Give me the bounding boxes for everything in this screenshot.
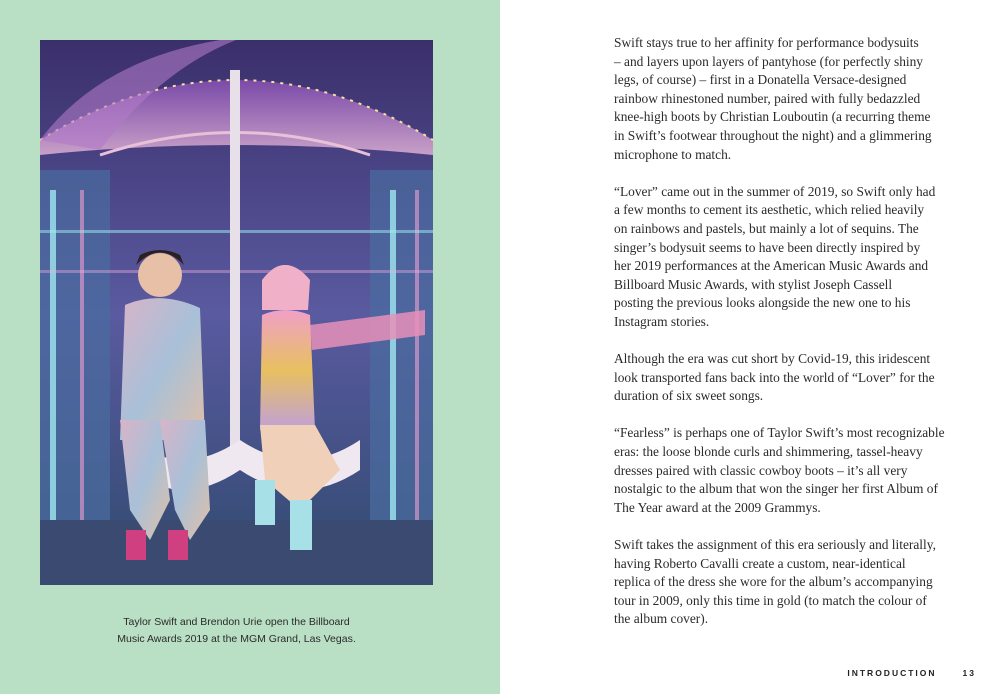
text-line: dresses paired with classic cowboy boots – it’s all very (614, 462, 908, 478)
caption-line: Music Awards 2019 at the MGM Grand, Las Vegas. (117, 633, 356, 645)
text-line: microphone to match. (614, 146, 732, 162)
text-line: eras: the loose blonde curls and shimmering, tassel-heavy (614, 444, 923, 460)
paragraph (614, 350, 954, 406)
text-line: having Roberto Cavalli create a custom, near-identical (614, 555, 906, 571)
concert-photo (40, 40, 433, 585)
text-line: in Swift’s footwear throughout the night) and a glimmering (614, 127, 932, 143)
text-line: Billboard Music Awards, with stylist Joseph Cassell (614, 276, 893, 292)
photo-caption (40, 614, 433, 648)
paragraph (614, 183, 954, 332)
text-line: knee-high boots by Christian Louboutin (a recurring theme (614, 109, 931, 125)
text-line: the album cover). (614, 611, 709, 627)
text-line: “Lover” came out in the summer of 2019, so Swift only had (614, 183, 936, 199)
body-text (614, 34, 954, 648)
text-line: “Fearless” is perhaps one of Taylor Swift’s most recognizable (614, 425, 945, 441)
text-line: duration of six sweet songs. (614, 388, 764, 404)
text-line: nostalgic to the album that won the singer her first Album of (614, 481, 938, 497)
text-line: The Year award at the 2009 Grammys. (614, 499, 821, 515)
section-title: INTRODUCTION (847, 668, 937, 678)
paragraph (614, 424, 954, 517)
paragraph (614, 536, 954, 629)
text-line: Swift takes the assignment of this era seriously and literally, (614, 537, 936, 553)
text-line: look transported fans back into the world of “Lover” for the (614, 369, 935, 385)
text-line: Although the era was cut short by Covid-19, this iridescent (614, 351, 931, 367)
text-line: singer’s bodysuit seems to have been directly inspired by (614, 239, 921, 255)
text-line: replica of the dress she wore for the album’s accompanying (614, 574, 933, 590)
concert-photo-illustration (40, 40, 433, 585)
paragraph (614, 34, 954, 164)
text-line: on rainbows and pastels, but mainly a lot of sequins. The (614, 220, 919, 236)
text-line: tour in 2009, only this time in gold (to match the colour of (614, 592, 927, 608)
page-footer (847, 668, 976, 678)
text-line: Instagram stories. (614, 313, 710, 329)
text-line: posting the previous looks alongside the new one to his (614, 295, 911, 311)
text-line: Swift stays true to her affinity for performance bodysuits (614, 35, 919, 50)
caption-line: Taylor Swift and Brendon Urie open the Billboard (123, 616, 350, 628)
text-line: legs, of course) – first in a Donatella Versace-designed (614, 72, 907, 88)
text-line: – and layers upon layers of pantyhose (for perfectly shiny (614, 53, 924, 69)
right-page (500, 0, 1000, 694)
text-line: a few months to cement its aesthetic, which relied heavily (614, 202, 925, 218)
text-line: rainbow rhinestoned number, paired with fully bedazzled (614, 90, 921, 106)
text-line: her 2019 performances at the American Music Awards and (614, 258, 929, 274)
page-number: 13 (962, 668, 976, 678)
